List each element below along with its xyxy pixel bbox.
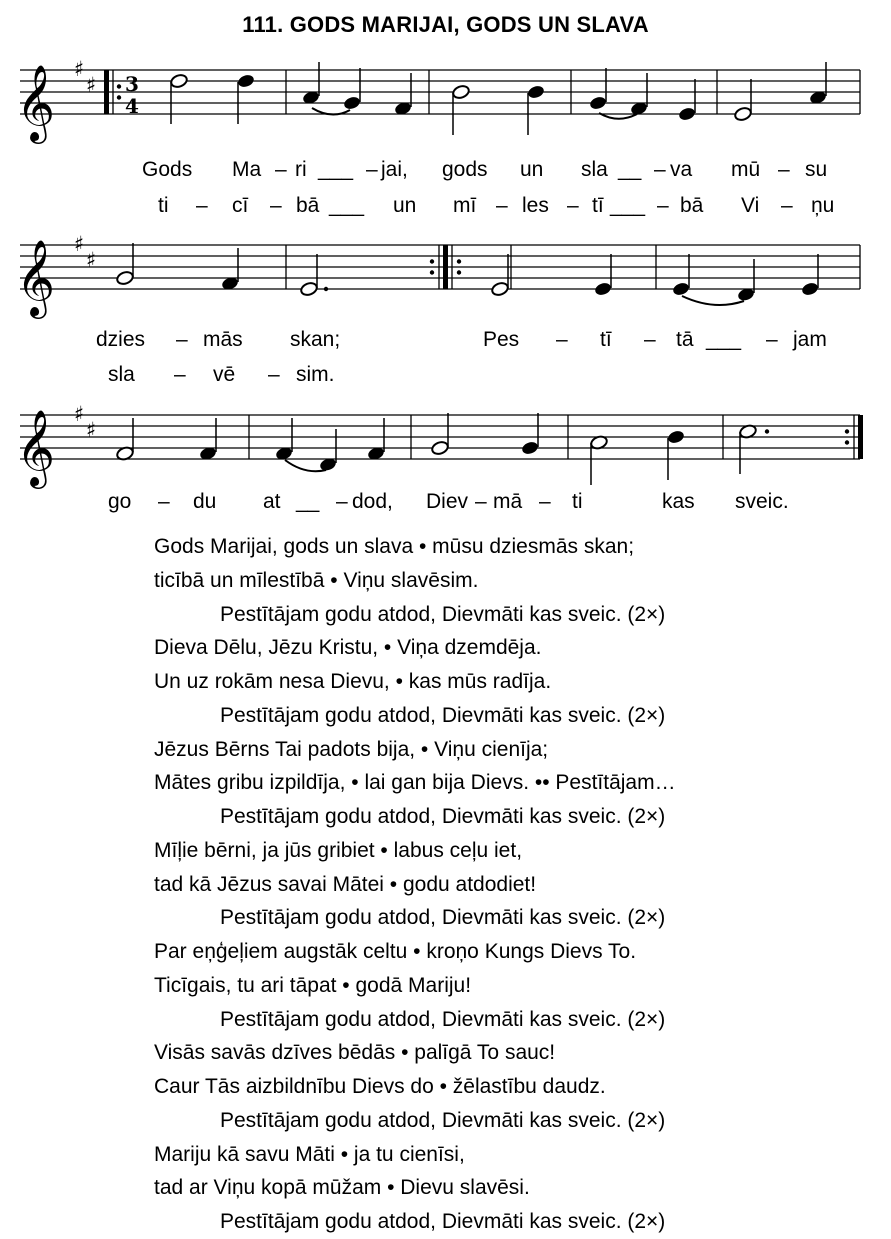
syllable: un [393,194,417,217]
verse-line: Mīļie bērni, ja jūs gribiet • labus ceļu iet, [154,838,523,862]
syllable: mā [493,490,523,513]
syllable: – [556,328,568,351]
syllable: Vi [741,194,760,217]
verse-line: Mātes gribu izpildīja, • lai gan bija Dievs. •• Pestītājam… [154,771,676,795]
syllable: – [766,328,778,351]
refrain-line: Pestītājam godu atdod, Dievmāti kas sveic. (2×) [220,602,666,626]
syllable: __ [296,490,320,513]
syllable: su [805,158,828,181]
refrain-line: Pestītājam godu atdod, Dievmāti kas sveic. (2×) [220,1210,666,1233]
syllable: go [108,490,132,513]
verse-line: Caur Tās aizbildnību Dievs do • žēlastību daudz. [154,1075,606,1098]
syllable: mās [203,328,243,351]
syllable: va [670,158,693,181]
verses-text [154,530,874,1239]
syllable: ņu [811,194,835,217]
verse-line: Par eņģeļiem augstāk celtu • kroņo Kungs Dievs To. [154,940,637,963]
syllable: ___ [610,194,646,217]
syllable: – [539,490,551,513]
sharp-icon: ♯ [86,73,97,97]
syllable: jam [793,328,827,351]
syllable: bā [296,194,320,217]
sharp-icon: ♯ [74,232,85,256]
syllable: ri [295,158,307,181]
syllable: ___ [329,194,365,217]
syllable: mī [453,194,477,217]
refrain-line: Pestītājam godu atdod, Dievmāti kas sveic. (2×) [220,805,666,828]
syllable: – [196,194,208,217]
lyric-line-1-1 [0,158,891,188]
syllable: – [567,194,579,217]
verse-line: Mariju kā savu Māti • ja tu cienīsi, [154,1142,465,1166]
repeat-end-thick-bar [858,415,863,459]
verse-line: tad kā Jēzus savai Mātei • godu atdodiet! [154,872,537,896]
syllable: – [475,490,487,513]
syllable: tā [676,328,694,351]
syllable: – [174,363,186,386]
syllable: – [644,328,656,351]
syllable: vē [213,363,236,386]
verse-line: ticībā un mīlestībā • Viņu slavēsim. [154,568,479,592]
syllable: – [654,158,666,181]
syllable: bā [680,194,704,217]
syllable: Gods [142,158,193,181]
lyric-line-2-2 [0,363,891,393]
staff-system-2 [0,225,891,320]
syllable: du [193,490,217,513]
syllable: tī [600,328,612,351]
verse-line: Ticīgais, tu ari tāpat • godā Mariju! [154,973,472,997]
time-signature-top: 3 [125,72,139,96]
syllable: dzies [96,328,146,351]
hymn-title: 111. GODS MARIJAI, GODS UN SLAVA [242,12,649,37]
lyric-line-1-2 [0,194,891,224]
syllable: – [275,158,287,181]
syllable: gods [442,158,488,181]
refrain-line: Pestītājam godu atdod, Dievmāti kas sveic. (2×) [220,906,666,930]
syllable: ti [158,194,169,217]
syllable: – [270,194,282,217]
syllable: at [263,490,281,513]
notes-measures [116,413,770,485]
verse-line: Gods Marijai, gods un slava • mūsu dziesmās skan; [154,535,635,558]
syllable: kas [662,490,695,513]
syllable: Ma [232,158,262,181]
sharp-icon: ♯ [74,402,85,426]
syllable: sveic. [735,490,789,513]
syllable: – [176,328,188,351]
syllable: – [366,158,378,181]
refrain-line: Pestītājam godu atdod, Dievmāti kas sveic. (2×) [220,703,666,727]
syllable: – [778,158,790,181]
syllable: les [522,194,549,217]
sharp-icon: ♯ [86,418,97,442]
refrain-line: Pestītājam godu atdod, Dievmāti kas sveic. (2×) [220,1108,666,1132]
sharp-icon: ♯ [86,248,97,272]
syllable: – [781,194,793,217]
notes-measures [116,243,820,305]
syllable: jai, [381,158,408,181]
syllable: Diev [426,490,469,513]
syllable: – [268,363,280,386]
verse-line: Visās savās dzīves bēdās • palīgā To sauc! [154,1041,556,1065]
treble-clef-icon: 𝄞 [16,239,56,316]
verse-line: Dieva Dēlu, Jēzu Kristu, • Viņa dzemdēja. [154,636,542,660]
syllable: skan; [290,328,341,351]
syllable: dod, [352,490,393,513]
syllable: – [496,194,508,217]
verse-line: Un uz rokām nesa Dievu, • kas mūs radīja. [154,670,552,693]
verse-line: tad ar Viņu kopā mūžam • Dievu slavēsi. [154,1176,530,1200]
syllable: un [520,158,544,181]
syllable: sla [108,363,135,386]
repeat-thick-bar [443,245,448,289]
staff-system-1 [0,50,891,150]
syllable: __ [618,158,642,181]
syllable: sla [581,158,608,181]
treble-clef-icon: 𝄞 [16,409,56,486]
syllable: cī [232,194,249,217]
time-signature-bottom: 4 [125,94,139,118]
syllable: ti [572,490,583,513]
notes-measures [170,62,828,135]
sharp-icon: ♯ [74,57,85,81]
syllable: – [336,490,348,513]
lyric-line-3-1 [0,490,891,520]
staff-system-3 [0,395,891,490]
syllable: tī [592,194,604,217]
syllable: Pes [483,328,520,351]
refrain-line: Pestītājam godu atdod, Dievmāti kas sveic. (2×) [220,1007,666,1031]
syllable: ___ [318,158,354,181]
syllable: – [158,490,170,513]
verse-line: Jēzus Bērns Tai padots bija, • Viņu cienīja; [154,737,549,761]
repeat-start-thick-bar [104,70,109,114]
syllable: sim. [296,363,335,386]
treble-clef-icon: 𝄞 [16,64,56,141]
lyric-line-2-1 [0,328,891,358]
syllable: – [657,194,669,217]
syllable: mū [731,158,761,181]
syllable: ___ [706,328,742,351]
